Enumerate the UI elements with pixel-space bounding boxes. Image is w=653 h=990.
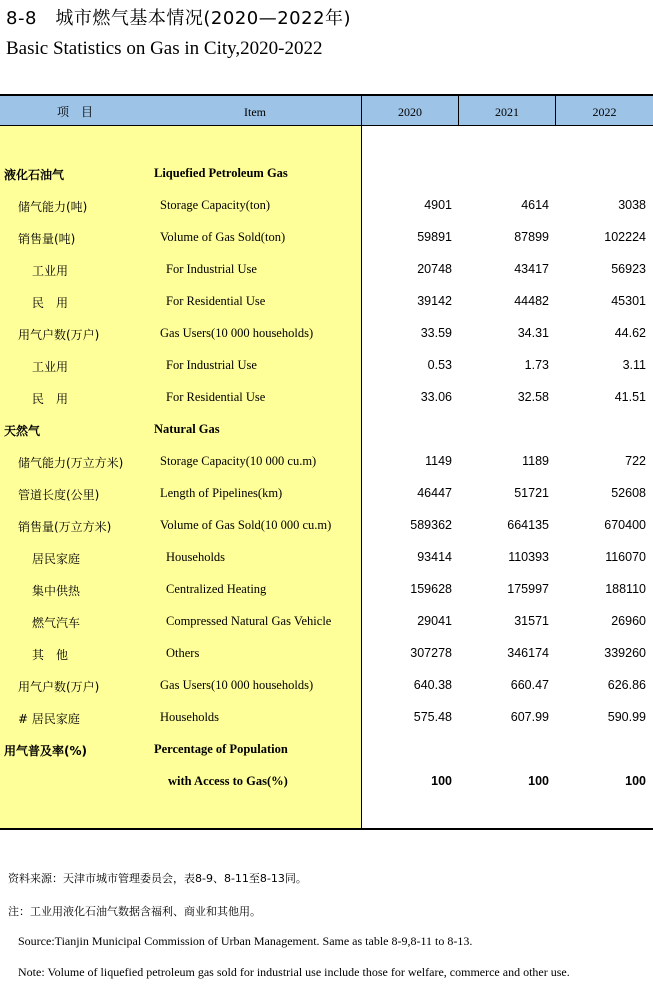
value-cell-2021: 175997 xyxy=(507,582,549,596)
table-row xyxy=(0,390,653,410)
data-note-cn: 注：工业用液化石油气数据含福利、商业和其他用。 xyxy=(8,905,261,918)
table-row xyxy=(0,646,653,666)
row-label-cn: 销售量(万立方米) xyxy=(18,520,112,534)
value-cell-2020: 29041 xyxy=(417,614,452,628)
table-bottom-rule xyxy=(0,828,653,830)
row-label-en: For Industrial Use xyxy=(166,358,257,372)
value-cell-2021: 34.31 xyxy=(517,326,549,340)
value-cell-2021: 1.73 xyxy=(524,358,549,372)
row-label-cn: 其 他 xyxy=(32,648,69,662)
table-row xyxy=(0,294,653,314)
value-cell-2021: 4614 xyxy=(521,198,549,212)
value-cell-2022: 26960 xyxy=(611,614,646,628)
row-label-en: Households xyxy=(160,710,220,724)
row-label-cn: 销售量(吨) xyxy=(18,232,76,246)
page-title-en: Basic Statistics on Gas in City,2020-2022 xyxy=(6,38,323,59)
value-cell-2022: 670400 xyxy=(604,518,646,532)
source-note-en: Source:Tianjin Municipal Commission of Urban Management. Same as table 8-9,8-11 to 8-13. xyxy=(18,934,473,948)
table-row xyxy=(0,454,653,474)
row-label-en: For Industrial Use xyxy=(166,262,257,276)
statistics-table xyxy=(0,94,653,830)
value-cell-2021: 32.58 xyxy=(517,390,549,404)
value-cell-2021: 44482 xyxy=(514,294,549,308)
row-label-en: For Residential Use xyxy=(166,294,266,308)
column-divider xyxy=(458,94,459,126)
row-label-en: Natural Gas xyxy=(154,422,220,436)
data-note-en: Note: Volume of liquefied petroleum gas sold for industrial use include those for welfare, commerce and other use. xyxy=(18,965,570,979)
table-row xyxy=(0,614,653,634)
value-cell-2022: 56923 xyxy=(611,262,646,276)
value-cell-2021: 1189 xyxy=(522,454,549,468)
value-cell-2022: 45301 xyxy=(611,294,646,308)
table-row xyxy=(0,486,653,506)
value-cell-2020: 0.53 xyxy=(427,358,452,372)
row-label-en: Gas Users(10 000 households) xyxy=(160,678,314,692)
value-cell-2021: 346174 xyxy=(507,646,549,660)
value-cell-2020: 640.38 xyxy=(413,678,452,692)
row-label-cn: 民 用 xyxy=(32,392,69,406)
value-cell-2020: 93414 xyxy=(417,550,452,564)
value-cell-2022: 188110 xyxy=(605,582,646,596)
row-label-cn: 燃气汽车 xyxy=(32,616,81,630)
table-row xyxy=(0,198,653,218)
table-row xyxy=(0,710,653,730)
value-cell-2022: 102224 xyxy=(604,230,646,244)
value-cell-2020: 159628 xyxy=(410,582,452,596)
page-title-cn: 8-8 城市燃气基本情况(2020—2022年) xyxy=(6,8,352,29)
row-label-cn: 储气能力(万立方米) xyxy=(18,456,124,470)
row-label-en: Volume of Gas Sold(10 000 cu.m) xyxy=(160,518,332,532)
row-label-cn: 用气户数(万户) xyxy=(18,680,100,694)
row-label-cn: 集中供热 xyxy=(32,584,81,598)
row-label-cn: 居民家庭 xyxy=(32,552,81,566)
value-cell-2022: 116070 xyxy=(605,550,646,564)
header-year-2021: 2021 xyxy=(495,105,519,119)
table-row xyxy=(0,262,653,282)
row-label-en: Gas Users(10 000 households) xyxy=(160,326,314,340)
row-label-cn: # 居民家庭 xyxy=(18,712,80,726)
table-row xyxy=(0,518,653,538)
row-label-en: Percentage of Population xyxy=(154,742,288,756)
value-cell-2022: 44.62 xyxy=(614,326,646,340)
header-item-cn: 项 目 xyxy=(56,105,93,119)
table-row xyxy=(0,582,653,602)
row-label-en: Centralized Heating xyxy=(166,582,267,596)
value-cell-2021: 31571 xyxy=(514,614,549,628)
header-year-2022: 2022 xyxy=(592,105,617,119)
table-row xyxy=(0,742,653,762)
row-label-en: Compressed Natural Gas Vehicle xyxy=(166,614,332,628)
value-cell-2020: 589362 xyxy=(410,518,452,532)
row-label-cn: 液化石油气 xyxy=(4,168,65,182)
row-label-cn: 管道长度(公里) xyxy=(18,488,100,502)
value-cell-2020: 20748 xyxy=(417,262,452,276)
row-label-en: Storage Capacity(ton) xyxy=(160,198,271,212)
source-note-cn: 资料来源：天津市城市管理委员会，表8-9、8-11至8-13同。 xyxy=(8,872,307,885)
row-label-cn: 工业用 xyxy=(32,360,69,374)
header-item-en: Item xyxy=(244,105,266,119)
value-cell-2021: 51721 xyxy=(514,486,549,500)
value-cell-2022: 3038 xyxy=(618,198,646,212)
value-cell-2020: 100 xyxy=(431,774,452,788)
value-cell-2022: 339260 xyxy=(604,646,646,660)
value-cell-2022: 41.51 xyxy=(614,390,646,404)
row-label-cn: 用气普及率(%) xyxy=(4,744,87,758)
row-label-cn: 工业用 xyxy=(32,264,69,278)
value-cell-2020: 46447 xyxy=(417,486,452,500)
value-cell-2022: 590.99 xyxy=(607,710,646,724)
table-row xyxy=(0,166,653,186)
table-row xyxy=(0,230,653,250)
value-cell-2021: 43417 xyxy=(514,262,549,276)
row-label-en: with Access to Gas(%) xyxy=(168,774,288,788)
row-label-cn: 用气户数(万户) xyxy=(18,328,100,342)
value-cell-2022: 100 xyxy=(625,774,646,788)
row-label-en: Liquefied Petroleum Gas xyxy=(154,166,288,180)
row-label-en: Storage Capacity(10 000 cu.m) xyxy=(160,454,317,468)
value-cell-2022: 3.11 xyxy=(622,358,646,372)
value-cell-2021: 87899 xyxy=(514,230,549,244)
value-cell-2021: 664135 xyxy=(507,518,549,532)
value-cell-2021: 660.47 xyxy=(510,678,549,692)
value-cell-2020: 39142 xyxy=(417,294,452,308)
table-row xyxy=(0,550,653,570)
table-row xyxy=(0,774,653,794)
row-label-en: Volume of Gas Sold(ton) xyxy=(160,230,286,244)
value-cell-2020: 33.06 xyxy=(420,390,452,404)
value-cell-2022: 626.86 xyxy=(607,678,646,692)
row-label-cn: 储气能力(吨) xyxy=(18,200,88,214)
row-label-en: Length of Pipelines(km) xyxy=(160,486,283,500)
value-cell-2020: 33.59 xyxy=(420,326,452,340)
value-cell-2021: 110393 xyxy=(508,550,549,564)
value-cell-2020: 59891 xyxy=(417,230,452,244)
value-cell-2020: 1149 xyxy=(425,454,452,468)
table-row xyxy=(0,358,653,378)
value-cell-2022: 722 xyxy=(625,454,646,468)
value-cell-2021: 100 xyxy=(528,774,549,788)
row-label-en: Others xyxy=(166,646,200,660)
table-row xyxy=(0,326,653,346)
table-row xyxy=(0,422,653,442)
row-label-cn: 天然气 xyxy=(4,424,41,438)
row-label-en: Households xyxy=(166,550,226,564)
column-divider xyxy=(555,94,556,126)
value-cell-2020: 4901 xyxy=(424,198,452,212)
header-year-2020: 2020 xyxy=(398,105,422,119)
value-cell-2022: 52608 xyxy=(611,486,646,500)
row-label-en: For Residential Use xyxy=(166,390,266,404)
value-cell-2021: 607.99 xyxy=(510,710,549,724)
row-label-cn: 民 用 xyxy=(32,296,69,310)
table-row xyxy=(0,678,653,698)
value-cell-2020: 575.48 xyxy=(413,710,452,724)
value-cell-2020: 307278 xyxy=(410,646,452,660)
